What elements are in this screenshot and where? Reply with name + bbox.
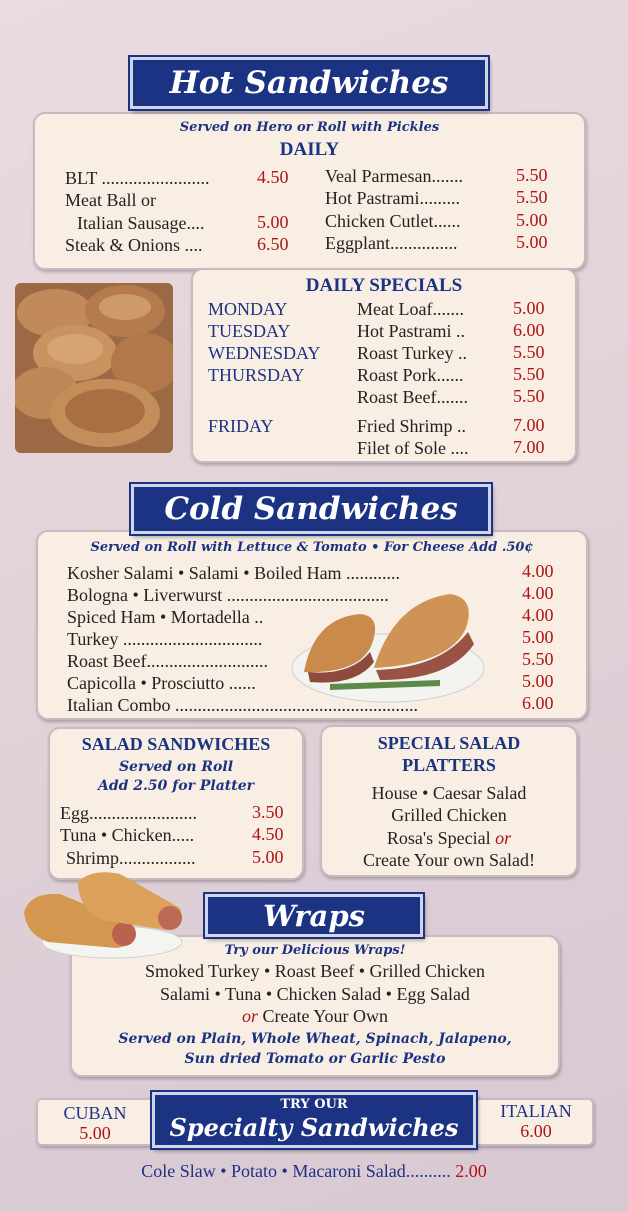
platters-heading-2: PLATTERS (402, 755, 496, 775)
cold-item-2: Spiced Ham • Mortadella .. (67, 607, 264, 627)
special-item-friday-b: Filet of Sole .... (357, 438, 469, 458)
platters-rosa: Rosa's Special (386, 828, 496, 848)
platters-line2: Grilled Chicken (391, 805, 507, 825)
hot-banner (130, 57, 488, 109)
hot-title: Hot Sandwiches (169, 65, 449, 101)
sides-items: Cole Slaw • Potato • Macaroni Salad.......... (141, 1161, 451, 1181)
cold-item-6: Italian Combo ...................................................... (67, 695, 418, 715)
salad-item-tuna: Tuna • Chicken..... (60, 825, 195, 845)
cold-banner (131, 484, 491, 534)
hot-item-eggplant: Eggplant............... (325, 233, 458, 253)
salad-price-egg: 3.50 (252, 802, 284, 822)
special-price-thursday-a: 5.50 (513, 364, 545, 384)
special-day-monday: MONDAY (208, 299, 288, 319)
hot-subtitle: Served on Hero or Roll with Pickles (179, 120, 440, 135)
hot-item-veal: Veal Parmesan....... (325, 166, 463, 186)
wraps-line2: Salami • Tuna • Chicken Salad • Egg Salad (160, 984, 470, 1004)
special-item-thursday-b: Roast Beef....... (357, 387, 468, 407)
cold-item-5: Capicolla • Prosciutto ...... (67, 673, 256, 693)
specialty-try: TRY OUR (280, 1097, 348, 1112)
specialty-title: Specialty Sandwiches (169, 1113, 459, 1142)
hot-item-blt: BLT ........................ (65, 168, 210, 188)
wraps-or: or (241, 1006, 258, 1026)
wraps-subtitle: Try our Delicious Wraps! (224, 943, 406, 958)
special-price-wednesday: 5.50 (513, 342, 545, 362)
wraps-banner (205, 894, 423, 937)
cold-price-2: 4.00 (522, 605, 554, 625)
cold-price-3: 5.00 (522, 627, 554, 647)
special-item-monday: Meat Loaf....... (357, 299, 464, 319)
special-price-monday: 5.00 (513, 298, 545, 318)
hot-price-cutlet: 5.00 (516, 210, 548, 230)
specialty-banner (152, 1092, 476, 1148)
special-day-thursday: THURSDAY (208, 365, 305, 385)
italian-name: ITALIAN (500, 1101, 572, 1121)
special-item-friday-a: Fried Shrimp .. (357, 416, 467, 436)
cold-item-0: Kosher Salami • Salami • Boiled Ham ............ (67, 563, 401, 583)
platters-line3 (320, 828, 578, 849)
hot-price-eggplant: 5.00 (516, 232, 548, 252)
salad-price-tuna: 4.50 (252, 824, 284, 844)
cold-item-1: Bologna • Liverwurst .................................... (67, 585, 389, 605)
wraps-title: Wraps (263, 899, 365, 933)
special-item-wednesday: Roast Turkey .. (357, 343, 468, 363)
salad-item-egg: Egg........................ (60, 803, 197, 823)
hot-price-blt: 4.50 (257, 167, 289, 187)
cuban-price: 5.00 (79, 1123, 111, 1143)
salad-heading: SALAD SANDWICHES (81, 734, 271, 754)
wraps-note2: Sun dried Tomato or Garlic Pesto (184, 1051, 446, 1067)
cold-price-4: 5.50 (522, 649, 554, 669)
special-item-tuesday: Hot Pastrami .. (357, 321, 465, 341)
platters-line4: Create Your own Salad! (363, 850, 535, 870)
cold-price-0: 4.00 (522, 561, 554, 581)
cold-item-3: Turkey ............................... (67, 629, 263, 649)
hot-price-sausage: 5.00 (257, 212, 289, 232)
hot-price-steak: 6.50 (257, 234, 289, 254)
wraps-line1: Smoked Turkey • Roast Beef • Grilled Chicken (144, 961, 486, 981)
hot-price-pastrami: 5.50 (516, 187, 548, 207)
sides-line (0, 1161, 628, 1182)
platters-or: or (495, 828, 512, 848)
salad-line1: Served on Roll (118, 759, 234, 775)
wraps-create: Create Your Own (258, 1006, 388, 1026)
hot-item-pastrami: Hot Pastrami......... (325, 188, 460, 208)
wraps-note1: Served on Plain, Whole Wheat, Spinach, Jalapeno, (118, 1031, 512, 1047)
special-price-tuesday: 6.00 (513, 320, 545, 340)
hot-item-meatball: Meat Ball or (65, 190, 156, 210)
italian-price: 6.00 (520, 1121, 552, 1141)
hot-item-sausage: Italian Sausage.... (77, 213, 205, 233)
special-price-thursday-b: 5.50 (513, 386, 545, 406)
wraps-line3 (70, 1006, 560, 1027)
special-day-tuesday: TUESDAY (208, 321, 291, 341)
special-item-thursday-a: Roast Pork...... (357, 365, 464, 385)
cold-subtitle: Served on Roll with Lettuce & Tomato • For Cheese Add .50¢ (90, 540, 534, 555)
bread-rolls-image (15, 283, 173, 453)
specials-heading: DAILY SPECIALS (305, 275, 463, 296)
platters-heading-1: SPECIAL SALAD (377, 733, 521, 753)
special-day-friday: FRIDAY (208, 416, 274, 436)
special-price-friday-a: 7.00 (513, 415, 545, 435)
cold-price-1: 4.00 (522, 583, 554, 603)
cuban-name: CUBAN (63, 1103, 127, 1123)
cold-price-6: 6.00 (522, 693, 554, 713)
special-price-friday-b: 7.00 (513, 437, 545, 457)
salad-price-shrimp: 5.00 (252, 847, 284, 867)
daily-heading: DAILY (279, 139, 340, 160)
special-day-wednesday: WEDNESDAY (208, 343, 321, 363)
salad-line2: Add 2.50 for Platter (97, 778, 255, 794)
hot-item-cutlet: Chicken Cutlet...... (325, 211, 461, 231)
hot-item-steak: Steak & Onions .... (65, 235, 203, 255)
platters-line1: House • Caesar Salad (371, 783, 527, 803)
sides-price: 2.00 (455, 1161, 487, 1181)
hot-price-veal: 5.50 (516, 165, 548, 185)
cold-item-4: Roast Beef........................... (67, 651, 268, 671)
salad-item-shrimp: Shrimp................. (66, 848, 196, 868)
sandwich-image (290, 588, 486, 708)
cold-title: Cold Sandwiches (164, 491, 458, 527)
cold-price-5: 5.00 (522, 671, 554, 691)
